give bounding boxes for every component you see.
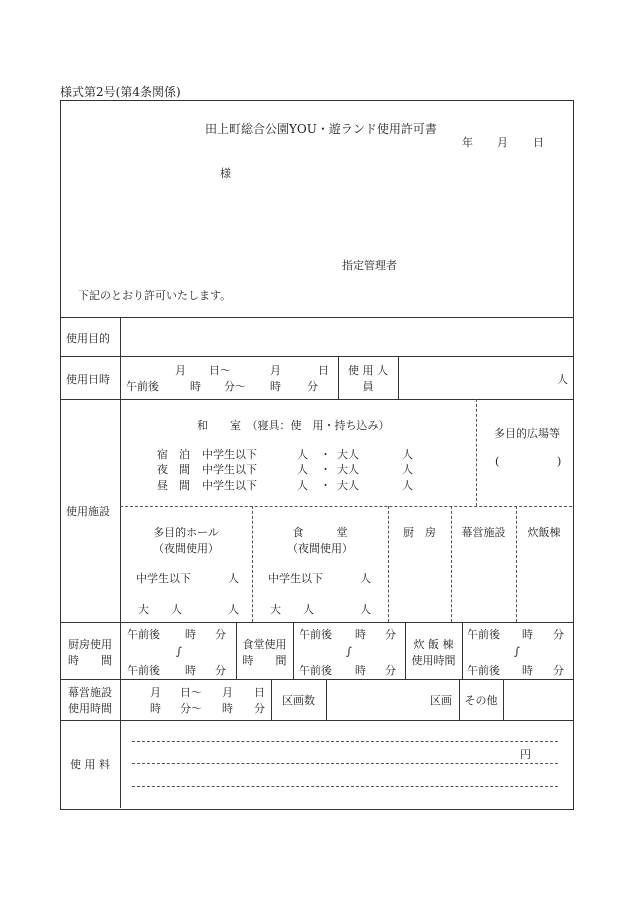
time-min: 分 <box>553 628 564 641</box>
stay-type: 昼 間 <box>157 479 190 492</box>
hall-adult-unit: 人 <box>228 603 239 616</box>
kitchen-time-label: 厨房使用 <box>68 638 112 651</box>
stay-adult: 大人 <box>337 448 359 461</box>
hall-junior: 中学生以下 <box>136 572 191 585</box>
form-title: 田上町総合公園YOU・遊ランド使用許可書 <box>205 122 437 136</box>
time-ampm: 午前後 <box>127 628 160 641</box>
time-ampm: 午前後 <box>127 664 160 677</box>
stay-junior-unit: 人 <box>297 479 308 492</box>
cell-divider <box>326 679 327 720</box>
camp-month: 月 <box>150 686 161 699</box>
time-ampm: 午前後 <box>467 664 500 677</box>
hall-adult: 大 人 <box>138 603 182 616</box>
fee-label: 使 用 料 <box>70 758 110 771</box>
hall-label: 多目的ホール <box>153 526 219 539</box>
stay-junior-unit: 人 <box>297 463 308 476</box>
purpose-label: 使用目的 <box>66 332 110 345</box>
plaza-label: 多目的広場等 <box>494 427 560 440</box>
other-label: その他 <box>464 694 498 707</box>
plot-unit: 区画 <box>430 694 452 707</box>
plaza-paren-open: ( <box>495 455 500 468</box>
fee-dotted-line <box>132 763 558 764</box>
cell-divider <box>293 622 294 679</box>
camp-month-to: 月 <box>222 686 233 699</box>
stay-junior: 中学生以下 <box>202 463 257 476</box>
form-number: 様式第2号(第4条関係) <box>60 85 181 99</box>
dotted-divider <box>120 506 572 507</box>
datetime-month-to: 月 <box>270 364 281 377</box>
time-min: 分 <box>385 628 396 641</box>
row-line <box>60 622 573 623</box>
date-month: 月 <box>497 136 508 149</box>
camp-label: 幕営施設 <box>461 526 506 539</box>
datetime-hour-from: 時 <box>190 380 201 393</box>
datetime-min-from: 分～ <box>224 380 246 393</box>
dining-note: （夜間使用） <box>287 542 353 555</box>
stay-sep: ・ <box>320 479 331 492</box>
camp-hour-to: 時 <box>222 702 233 715</box>
row-line <box>60 720 573 721</box>
cell-divider <box>398 356 399 399</box>
datetime-min-to: 分 <box>307 380 318 393</box>
camp-hour: 時 <box>150 702 161 715</box>
washitsu-label: 和 室 （寝具：使 用・持ち込み） <box>197 419 390 432</box>
plaza-paren-close: ) <box>557 455 562 468</box>
time-min: 分 <box>385 664 396 677</box>
label-column-divider <box>120 317 121 808</box>
cell-divider <box>503 679 504 720</box>
dining-time-label: 食堂使用 <box>242 638 287 651</box>
hall-junior-unit: 人 <box>228 572 239 585</box>
cook-time-label: 炊 飯 棟 <box>413 638 454 651</box>
time-min: 分 <box>215 664 226 677</box>
dining-junior: 中学生以下 <box>268 572 323 585</box>
datetime-month: 月 <box>175 364 186 377</box>
datetime-label: 使用日時 <box>66 373 110 386</box>
stay-junior-unit: 人 <box>297 448 308 461</box>
dotted-divider <box>476 399 477 506</box>
date-day: 日 <box>533 136 544 149</box>
datetime-ampm: 午前後 <box>126 380 159 393</box>
people-label: 使 用 人 <box>348 364 388 377</box>
fee-dotted-line <box>132 741 558 742</box>
time-hour: 時 <box>355 628 366 641</box>
stay-type: 夜 間 <box>157 463 190 476</box>
time-ampm: 午前後 <box>299 628 332 641</box>
dining-time-label-2: 時 間 <box>242 654 287 667</box>
datetime-hour-to: 時 <box>270 380 281 393</box>
time-hour: 時 <box>185 664 196 677</box>
recipient-suffix: 様 <box>220 167 231 180</box>
stay-adult-unit: 人 <box>402 463 413 476</box>
stay-junior: 中学生以下 <box>202 479 257 492</box>
camp-time-label-2: 使用時間 <box>68 702 112 715</box>
time-ampm: 午前後 <box>299 664 332 677</box>
datetime-day-from: 日～ <box>209 364 231 377</box>
permit-statement: 下記のとおり許可いたします。 <box>78 289 232 302</box>
camp-min-to: 分 <box>254 702 265 715</box>
facilities-label: 使用施設 <box>66 505 110 518</box>
time-hour: 時 <box>522 628 533 641</box>
cook-time-label-2: 使用時間 <box>411 654 456 667</box>
kitchen-label: 厨 房 <box>403 526 436 539</box>
manager-label: 指定管理者 <box>342 259 397 272</box>
row-line <box>60 356 573 357</box>
dining-adult-unit: 人 <box>360 603 371 616</box>
stay-adult: 大人 <box>337 479 359 492</box>
date-year: 年 <box>462 136 473 149</box>
camp-day-to: 日 <box>254 686 265 699</box>
hall-note: （夜間使用） <box>153 542 219 555</box>
dining-junior-unit: 人 <box>360 572 371 585</box>
time-range-mark: ∫ <box>514 645 520 658</box>
time-hour: 時 <box>185 628 196 641</box>
datetime-day-to: 日 <box>318 364 329 377</box>
plot-count-label: 区画数 <box>282 694 315 707</box>
stay-type: 宿 泊 <box>157 448 190 461</box>
time-range-mark: ∫ <box>346 645 352 658</box>
fee-dotted-line <box>132 786 558 787</box>
time-hour: 時 <box>355 664 366 677</box>
time-ampm: 午前後 <box>467 628 500 641</box>
stay-adult-unit: 人 <box>402 479 413 492</box>
stay-junior: 中学生以下 <box>202 448 257 461</box>
time-min: 分 <box>215 628 226 641</box>
people-unit: 人 <box>557 373 568 386</box>
people-label-2: 員 <box>362 380 374 393</box>
stay-adult-unit: 人 <box>402 448 413 461</box>
time-hour: 時 <box>522 664 533 677</box>
stay-sep: ・ <box>320 448 331 461</box>
stay-adult: 大人 <box>337 463 359 476</box>
time-min: 分 <box>553 664 564 677</box>
dining-label: 食 堂 <box>292 526 348 539</box>
camp-time-label: 幕営施設 <box>68 686 112 699</box>
camp-day-from: 日～ <box>180 686 202 699</box>
dining-adult: 大 人 <box>270 603 314 616</box>
kitchen-time-label-2: 時 間 <box>68 654 112 667</box>
time-range-mark: ∫ <box>176 645 182 658</box>
row-line <box>60 679 573 680</box>
cook-label: 炊飯棟 <box>527 526 561 539</box>
stay-sep: ・ <box>320 463 331 476</box>
cell-divider <box>462 622 463 679</box>
camp-min-from: 分～ <box>180 702 202 715</box>
row-line <box>60 399 573 400</box>
fee-yen: 円 <box>520 748 531 761</box>
row-line <box>60 317 573 318</box>
